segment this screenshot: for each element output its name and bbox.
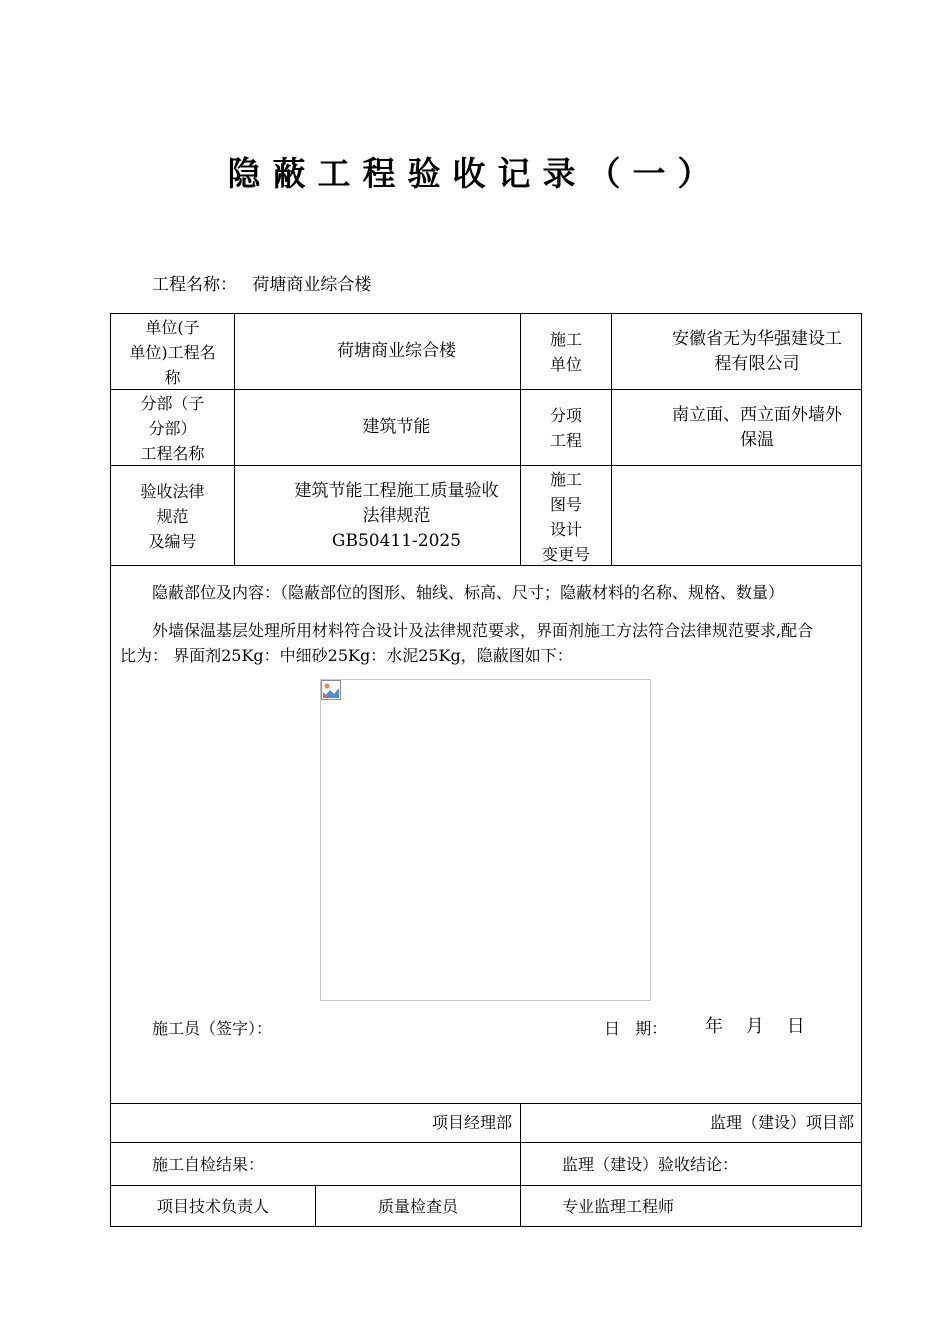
content-line-1: 外墙保温基层处理所用材料符合设计及法律规范要求，界面剂施工方法符合法律规范要求,配合	[152, 621, 814, 640]
broken-image-icon	[321, 680, 341, 700]
date-value: 年 月 日	[705, 1016, 805, 1037]
project-name-label: 工程名称：	[152, 275, 237, 295]
project-name-value: 荷塘商业综合楼	[252, 275, 372, 295]
supervision-project-dept: 监理（建设）项目部	[709, 1113, 854, 1132]
concealed-drawing-image	[320, 679, 651, 1001]
builder-signature-label: 施工员（签字）：	[152, 1019, 273, 1038]
unit-project-value: 荷塘商业综合楼	[337, 341, 456, 361]
concealed-content-heading: 隐蔽部位及内容：（隐蔽部位的图形、轴线、标高、尺寸；隐蔽材料的名称、规格、数量）	[152, 583, 785, 602]
project-manager-dept: 项目经理部	[431, 1113, 512, 1132]
project-name-line	[152, 270, 381, 295]
acceptance-spec-value: 建筑节能工程施工质量验收 法律规范 GB50411-2025	[294, 481, 499, 551]
builder-unit-label: 施工 单位	[549, 330, 582, 374]
unit-project-label: 单位(子 单位)工程名 称	[129, 318, 216, 387]
document-title: 隐蔽工程验收记录（一）	[227, 154, 723, 193]
division-project-value: 建筑节能	[362, 417, 431, 437]
builder-unit-value: 安徽省无为华强建设工 程有限公司	[672, 329, 842, 374]
acceptance-spec-label: 验收法律 规范 及编号	[140, 482, 205, 551]
date-label: 日 期：	[604, 1019, 668, 1038]
subitem-project-label: 分项 工程	[549, 406, 582, 450]
supervision-conclusion-label: 监理（建设）验收结论：	[562, 1155, 739, 1174]
content-line-2: 比为： 界面剂25Kg：中细砂25Kg：水泥25Kg，隐蔽图如下：	[120, 646, 573, 665]
supervising-engineer-label: 专业监理工程师	[562, 1197, 675, 1216]
division-project-label: 分部（子 分部） 工程名称	[140, 394, 205, 463]
drawing-number-label: 施工 图号 设计 变更号	[541, 470, 590, 564]
technical-lead-label: 项目技术负责人	[156, 1197, 269, 1216]
quality-inspector-label: 质量检查员	[377, 1197, 458, 1216]
subitem-project-value: 南立面、西立面外墙外 保温	[672, 405, 842, 450]
construction-self-check-label: 施工自检结果：	[152, 1155, 265, 1174]
